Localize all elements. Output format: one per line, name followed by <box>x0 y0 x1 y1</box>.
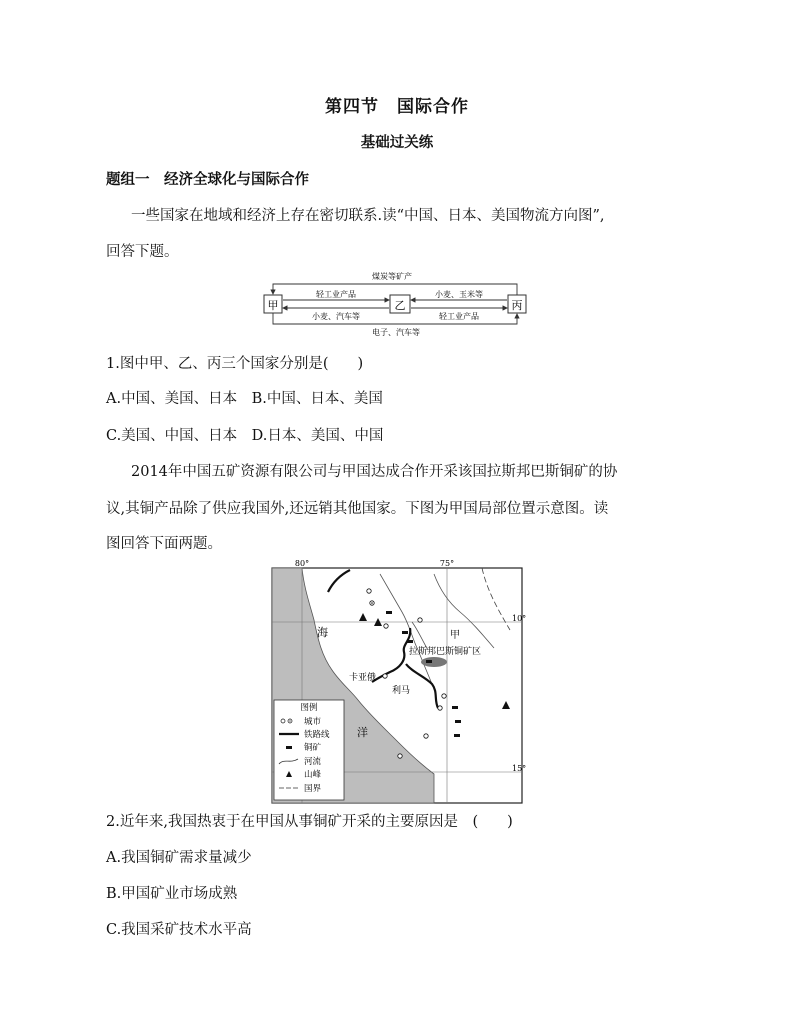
node-a: 甲 <box>267 299 279 312</box>
city-label-lima: 利马 <box>392 686 411 696</box>
lat-label-15: 15° <box>512 764 527 773</box>
flow-label-top: 煤炭等矿产 <box>372 272 412 281</box>
q2-option-a: A.我国铜矿需求量减少 <box>106 850 252 866</box>
lon-label-75: 75° <box>439 560 455 568</box>
city-label-callao: 卡亚俄 <box>349 673 377 683</box>
intro-line-2: 回答下题。 <box>106 244 179 260</box>
city-marker <box>398 754 402 758</box>
node-c: 丙 <box>511 299 523 312</box>
lat-label-10: 10° <box>512 614 527 623</box>
lon-label-80: 80° <box>294 560 310 568</box>
sea-char-1: 海 <box>317 626 328 639</box>
intro-line-1: 一些国家在地域和经济上存在密切联系.读“中国、日本、美国物流方向图”, <box>131 208 605 224</box>
q1-stem: 1.图中甲、乙、丙三个国家分别是( ) <box>106 356 364 372</box>
node-b: 乙 <box>394 299 406 312</box>
copper-mine-marker <box>402 631 408 634</box>
country-label: 甲 <box>450 630 460 641</box>
subtitle: 基础过关练 <box>360 135 434 151</box>
flow-label-bottom: 电子、汽车等 <box>372 328 420 337</box>
copper-mine-marker <box>454 734 460 737</box>
q2-option-b: B.甲国矿业市场成熟 <box>106 886 238 902</box>
flow-label-b-to-a: 小麦、汽车等 <box>312 312 360 321</box>
flow-bottom-line <box>273 313 517 324</box>
copper-mine-marker <box>452 706 458 709</box>
city-marker <box>367 589 371 593</box>
flow-label-a-to-b: 轻工业产品 <box>316 290 356 299</box>
city-marker <box>442 694 446 698</box>
legend-item-railway: 铁路线 <box>304 730 330 740</box>
group-heading: 题组一 经济全球化与国际合作 <box>106 172 309 188</box>
flow-diagram <box>260 268 540 340</box>
passage2-line-3: 图回答下面两题。 <box>106 536 222 552</box>
copper-mine-marker <box>386 611 392 614</box>
passage2-line-2: 议,其铜产品除了供应我国外,还远销其他国家。下图为甲国局部位置示意图。读 <box>106 501 609 517</box>
copper-mine-marker <box>455 720 461 723</box>
city-marker <box>418 618 422 622</box>
q1-options-row1: A.中国、美国、日本 B.中国、日本、美国 <box>106 391 383 407</box>
legend-item-river: 河流 <box>304 757 322 767</box>
mine-area <box>421 657 447 667</box>
passage2-line-1: 2014年中国五矿资源有限公司与甲国达成合作开采该国拉斯邦巴斯铜矿的协 <box>131 464 618 480</box>
legend-item-city: 城市 <box>304 717 322 727</box>
legend-item-copper: 铜矿 <box>304 743 322 753</box>
city-marker <box>424 734 428 738</box>
sea-char-2: 洋 <box>357 726 368 739</box>
q2-option-c: C.我国采矿技术水平高 <box>106 922 252 938</box>
legend-item-peak: 山峰 <box>304 770 322 780</box>
q2-stem: 2.近年来,我国热衷于在甲国从事铜矿开采的主要原因是 ( ) <box>106 814 513 830</box>
section-title: 第四节 国际合作 <box>325 97 469 117</box>
q1-options-row2: C.美国、中国、日本 D.日本、美国、中国 <box>106 428 384 444</box>
copper-mine-marker <box>426 660 432 663</box>
location-map <box>262 560 532 806</box>
legend-item-border: 国界 <box>304 784 322 794</box>
flow-label-b-to-c: 轻工业产品 <box>439 312 479 321</box>
flow-label-c-to-b: 小麦、玉米等 <box>435 290 483 299</box>
mine-area-label: 拉斯邦巴斯铜矿区 <box>409 647 482 657</box>
city-marker <box>383 674 387 678</box>
city-marker <box>438 706 442 710</box>
copper-mine-marker <box>407 640 413 643</box>
legend-title: 图例 <box>300 703 318 713</box>
city-marker <box>384 624 388 628</box>
